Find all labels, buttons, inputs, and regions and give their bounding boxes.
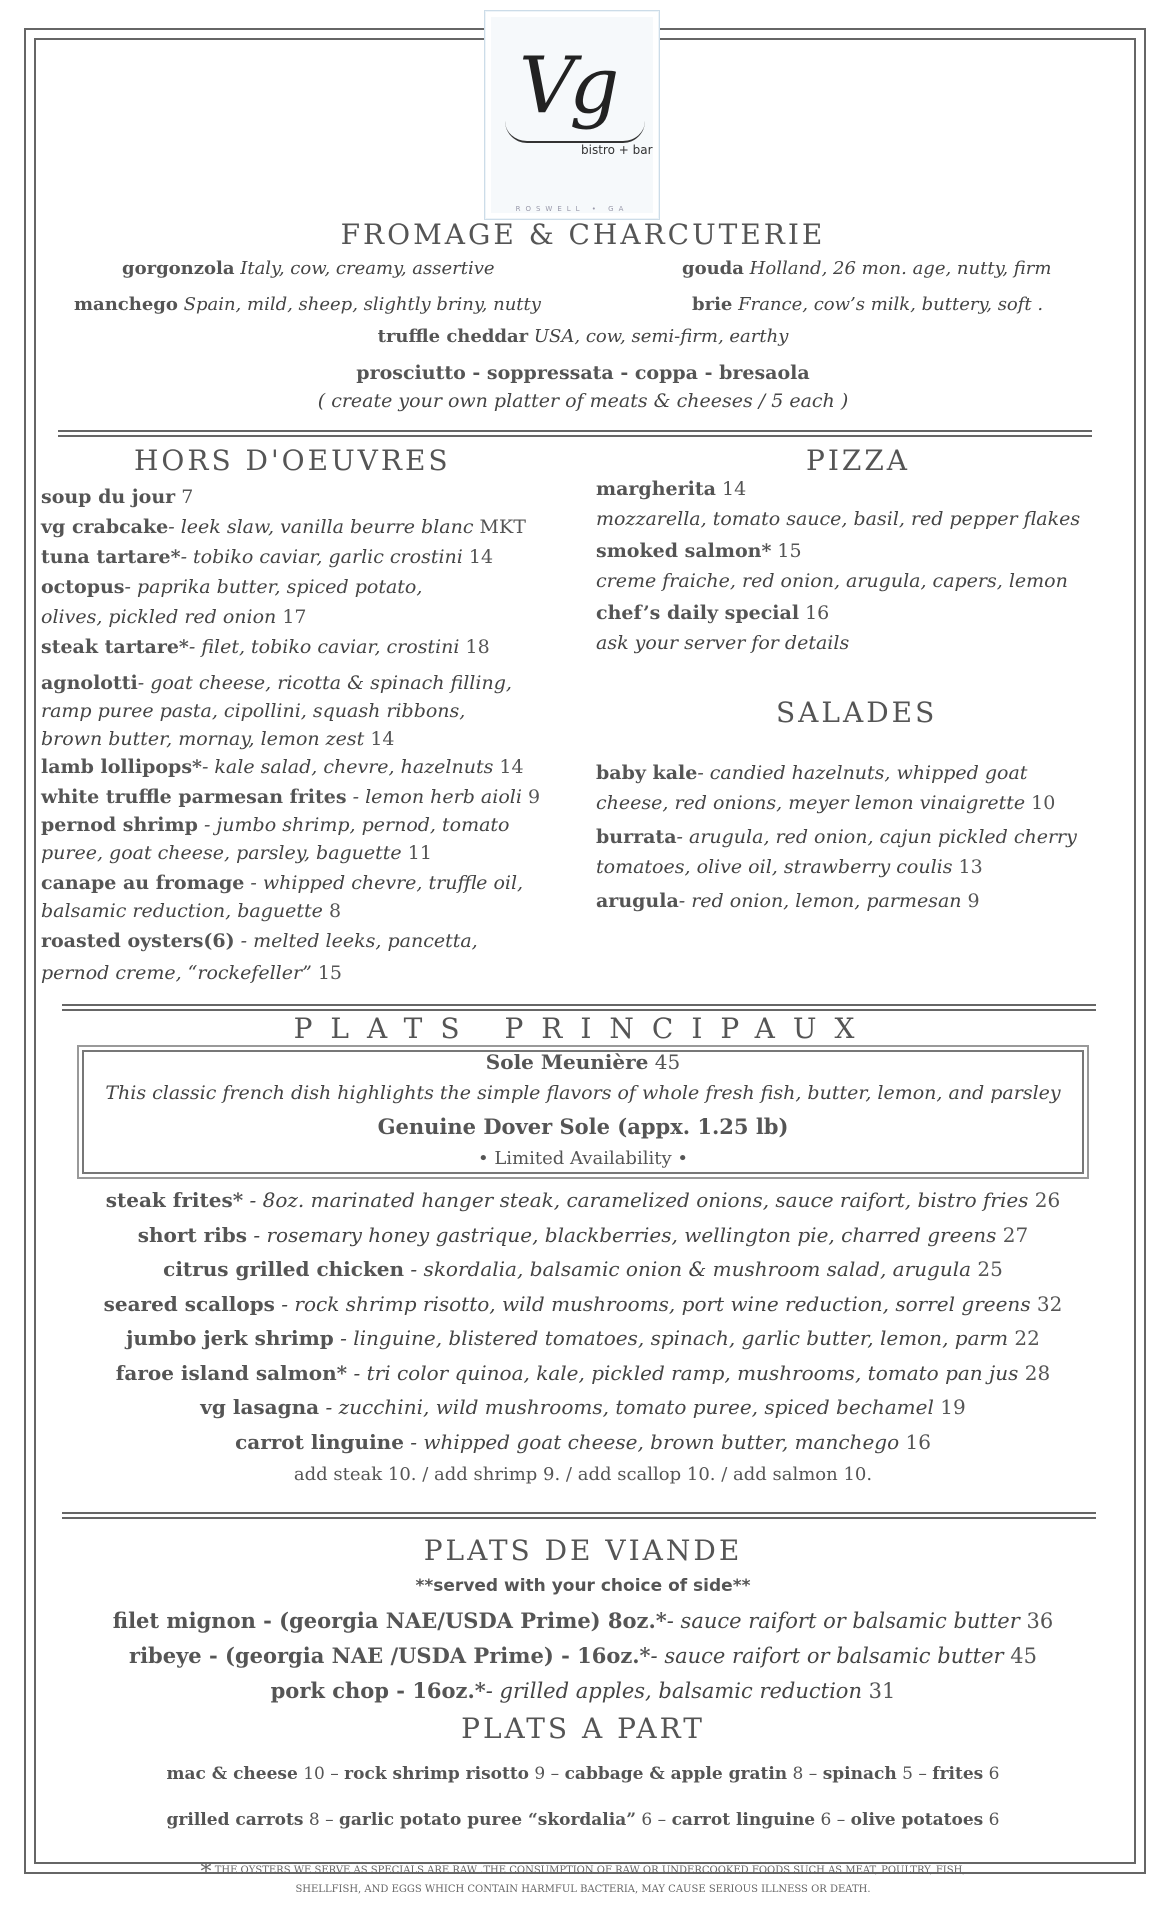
side-price: 8 — [787, 1764, 804, 1784]
logo-subtitle: bistro + bar — [581, 143, 653, 157]
menu-item: pork chop - 16oz.*- grilled apples, balsamic reduction 31 — [270, 1678, 896, 1703]
side-price: 5 — [896, 1764, 913, 1784]
menu-item: filet mignon - (georgia NAE/USDA Prime) 8oz.*- sauce raifort or balsamic butter 36 — [112, 1608, 1054, 1633]
menu-item: steak tartare*- filet, tobiko caviar, crostini 18 — [41, 636, 490, 658]
viande-note: **served with your choice of side** — [415, 1576, 751, 1596]
side-item: olive potatoes — [850, 1810, 984, 1830]
menu-item: tuna tartare*- tobiko caviar, garlic crostini 14 — [41, 546, 494, 568]
menu-item: olives, pickled red onion 17 — [41, 606, 307, 628]
menu-item: ribeye - (georgia NAE /USDA Prime) - 16oz.*- sauce raifort or balsamic butter 45 — [129, 1643, 1037, 1668]
menu-item: carrot linguine - whipped goat cheese, brown butter, manchego 16 — [235, 1429, 931, 1454]
plats-title: PLATS PRINCIPAUX — [293, 1012, 873, 1045]
cheese-item: brie France, cow’s milk, buttery, soft . — [692, 294, 1044, 315]
logo-city: ROSWELL • GA — [515, 205, 629, 213]
side-price: 10 — [297, 1764, 325, 1784]
special-desc: This classic french dish highlights the simple flavors of whole fresh fish, butter, lemon, and parsley — [105, 1082, 1061, 1104]
meats-line: prosciutto - soppressata - coppa - bresaola — [356, 362, 810, 384]
logo — [484, 10, 660, 220]
part-title: PLATS A PART — [461, 1712, 705, 1745]
menu-item: short ribs - rosemary honey gastrique, blackberries, wellington pie, charred greens 27 — [137, 1222, 1029, 1247]
side-price: 6 — [636, 1810, 653, 1830]
menu-item: lamb lollipops*- kale salad, chevre, hazelnuts 14 — [41, 756, 524, 778]
logo-mark: Vg — [519, 41, 614, 131]
disclaimer-line1: * THE OYSTERS WE SERVE AS SPECIALS ARE RAW .THE CONSUMPTION OF RAW OR UNDERCOOKED FOODS SUCH AS MEAT, POULTRY, FISH, — [200, 1860, 966, 1885]
salades-title: SALADES — [776, 696, 938, 729]
cheese-item: gouda Holland, 26 mon. age, nutty, firm — [682, 258, 1052, 279]
menu-item: steak frites* - 8oz. marinated hanger steak, caramelized onions, sauce raifort, bistro fries 26 — [105, 1188, 1061, 1212]
viande-title: PLATS DE VIANDE — [423, 1534, 743, 1567]
special-name: Sole Meunière 45 — [485, 1050, 681, 1074]
menu-item: ask your server for details — [596, 632, 850, 654]
menu-item: tomatoes, olive oil, strawberry coulis 13 — [596, 856, 983, 878]
menu-item: soup du jour 7 — [41, 486, 194, 508]
menu-item: seared scallops - rock shrimp risotto, wild mushrooms, port wine reduction, sorrel greens 32 — [103, 1291, 1063, 1316]
menu-item: roasted oysters(6) - melted leeks, pancetta, — [41, 930, 478, 952]
menu-item: baby kale- candied hazelnuts, whipped goat — [596, 762, 1028, 784]
menu-item: cheese, red onions, meyer lemon vinaigrette 10 — [596, 792, 1056, 814]
divider — [62, 1512, 1096, 1519]
menu-item: creme fraiche, red onion, arugula, capers, lemon — [596, 570, 1068, 592]
menu-item: vg crabcake- leek slaw, vanilla beurre blanc MKT — [41, 516, 526, 538]
menu-item: margherita 14 — [596, 478, 747, 500]
side-item: mac & cheese — [166, 1764, 298, 1784]
menu-item: smoked salmon* 15 — [596, 540, 802, 562]
side-price: 8 — [303, 1810, 320, 1830]
menu-item: balsamic reduction, baguette 8 — [41, 900, 342, 922]
addons: add steak 10. / add shrimp 9. / add scallop 10. / add salmon 10. — [293, 1464, 873, 1485]
menu-item: canape au fromage - whipped chevre, truffle oil, — [41, 872, 524, 894]
menu-item: puree, goat cheese, parsley, baguette 11 — [41, 842, 432, 864]
special-availability: • Limited Availability • — [478, 1148, 688, 1169]
hors-title: HORS D'OEUVRES — [134, 444, 451, 477]
cheese-item: truffle cheddar USA, cow, semi-firm, earthy — [377, 326, 789, 347]
side-item: rock shrimp risotto — [344, 1764, 530, 1784]
pizza-title: PIZZA — [806, 444, 911, 477]
cheese-item: manchego Spain, mild, sheep, slightly briny, nutty — [74, 294, 541, 315]
menu-item: pernod shrimp - jumbo shrimp, pernod, tomato — [41, 814, 510, 836]
disclaimer-line2: SHELLFISH, AND EGGS WHICH CONTAIN HARMFUL BACTERIA, MAY CAUSE SERIOUS ILLNESS OR DEATH. — [295, 1884, 871, 1895]
menu-item: vg lasagna - zucchini, wild mushrooms, tomato puree, spiced bechamel 19 — [200, 1395, 966, 1419]
fromage-title: FROMAGE & CHARCUTERIE — [340, 218, 826, 251]
menu-item: ramp puree pasta, cipollini, squash ribbons, — [41, 700, 466, 722]
menu-item: chef’s daily special 16 — [596, 602, 830, 624]
side-item: frites — [932, 1764, 984, 1784]
side-item: cabbage & apple gratin — [564, 1764, 788, 1784]
menu-item: pernod creme, “rockefeller” 15 — [41, 962, 342, 984]
menu-item: faroe island salmon* - tri color quinoa, kale, pickled ramp, mushrooms, tomato pan jus 28 — [115, 1360, 1051, 1385]
special-sub: Genuine Dover Sole (appx. 1.25 lb) — [377, 1114, 789, 1139]
divider — [62, 1004, 1096, 1011]
side-price: 6 — [983, 1810, 1000, 1830]
side-price: 6 — [815, 1810, 832, 1830]
platter-note: ( create your own platter of meats & cheeses / 5 each ) — [317, 390, 849, 412]
menu-item: mozzarella, tomato sauce, basil, red pepper flakes — [596, 508, 1081, 530]
side-item: carrot linguine — [671, 1810, 816, 1830]
side-price: 9 — [529, 1764, 546, 1784]
side-price: 6 — [983, 1764, 1000, 1784]
menu-item: white truffle parmesan frites - lemon herb aioli 9 — [41, 786, 541, 808]
menu-item: agnolotti- goat cheese, ricotta & spinach filling, — [41, 672, 512, 694]
sides-row: mac & cheese 10 – rock shrimp risotto 9 – cabbage & apple gratin 8 – spinach 5 – frites 6 — [166, 1764, 1000, 1784]
sides-row: grilled carrots 8 – garlic potato puree “skordalia” 6 – carrot linguine 6 – olive potatoes 6 — [166, 1810, 1000, 1830]
menu-item: brown butter, mornay, lemon zest 14 — [41, 728, 395, 750]
divider — [58, 430, 1092, 437]
cheese-item: gorgonzola Italy, cow, creamy, assertive — [122, 258, 495, 279]
menu-item: burrata- arugula, red onion, cajun pickled cherry — [596, 826, 1077, 848]
side-item: garlic potato puree “skordalia” — [338, 1810, 637, 1830]
side-item: grilled carrots — [166, 1810, 304, 1830]
menu-item: citrus grilled chicken - skordalia, balsamic onion & mushroom salad, arugula 25 — [163, 1257, 1003, 1281]
side-item: spinach — [822, 1764, 897, 1784]
menu-item: octopus- paprika butter, spiced potato, — [41, 576, 423, 598]
menu-item: jumbo jerk shrimp - linguine, blistered tomatoes, spinach, garlic butter, lemon, parm 22 — [126, 1326, 1040, 1350]
menu-item: arugula- red onion, lemon, parmesan 9 — [596, 890, 980, 912]
